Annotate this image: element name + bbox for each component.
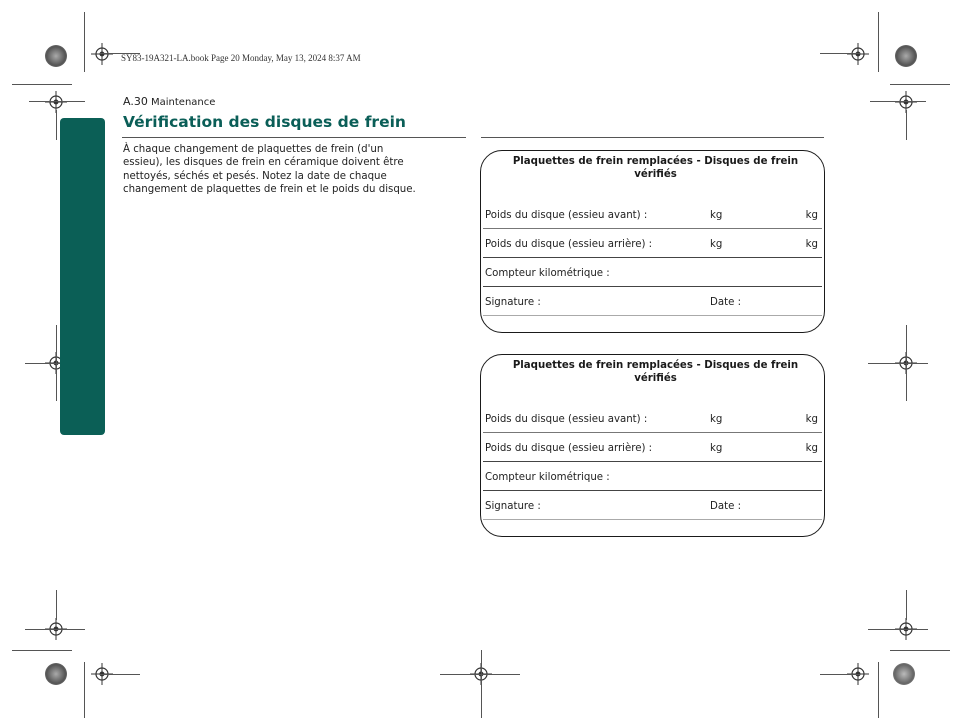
crop-line [56, 325, 57, 401]
crop-line [84, 12, 85, 72]
print-slug: SY83-19A321-LA.book Page 20 Monday, May 13, 2024 8:37 AM [121, 53, 361, 63]
crop-line [56, 590, 57, 620]
crop-line [29, 101, 85, 102]
signature-row[interactable] [483, 291, 822, 316]
front-disc-weight-label: Poids du disque (essieu avant) : [485, 414, 648, 425]
odometer-row[interactable] [483, 466, 822, 491]
unit-kg: kg [710, 210, 723, 221]
intro-line: À chaque changement de plaquettes de frein (d'un [123, 144, 384, 155]
crop-line [100, 674, 140, 675]
unit-kg: kg [710, 414, 723, 425]
signature-row[interactable] [483, 495, 822, 520]
crop-line [906, 325, 907, 401]
title-rule [122, 137, 466, 138]
crop-line [890, 84, 950, 85]
crop-line [878, 662, 879, 718]
form-title: Plaquettes de frein remplacées - Disques de frein vérifiés [512, 156, 799, 180]
unit-kg: kg [805, 239, 818, 250]
section-name: Maintenance [151, 97, 216, 108]
unit-kg: kg [710, 239, 723, 250]
page-title: Vérification des disques de frein [123, 113, 406, 131]
crop-line [820, 53, 860, 54]
color-bar-dot-icon [895, 45, 917, 67]
section-label [123, 95, 215, 108]
crop-line [870, 101, 926, 102]
crop-line [12, 650, 72, 651]
brake-check-form [480, 354, 825, 537]
form-column-rule [481, 137, 824, 138]
crosshair-registration-icon [91, 43, 113, 65]
crop-line [906, 110, 907, 140]
crop-line [25, 629, 85, 630]
unit-kg: kg [805, 210, 818, 221]
front-disc-weight-label: Poids du disque (essieu avant) : [485, 210, 648, 221]
crop-line [820, 674, 860, 675]
odometer-label: Compteur kilométrique : [485, 472, 610, 483]
signature-label: Signature : [485, 501, 541, 512]
chapter-side-tab [60, 118, 105, 435]
crop-line [440, 674, 520, 675]
front-disc-weight-row[interactable] [483, 408, 822, 433]
intro-line: nettoyés, séchés et pesés. Notez la date de chaque [123, 170, 387, 182]
intro-paragraph [123, 143, 468, 197]
section-number: A.30 [123, 95, 148, 108]
crop-line [84, 662, 85, 718]
rear-disc-weight-label: Poids du disque (essieu arrière) : [485, 239, 653, 250]
form-title: Plaquettes de frein remplacées - Disques de frein vérifiés [512, 360, 799, 384]
rear-disc-weight-row[interactable] [483, 437, 822, 462]
crop-line [56, 110, 57, 140]
color-bar-dot-icon [893, 663, 915, 685]
crop-line [906, 590, 907, 620]
crop-line [868, 629, 928, 630]
crop-line [890, 650, 950, 651]
crosshair-registration-icon [847, 43, 869, 65]
unit-kg: kg [710, 443, 723, 454]
front-disc-weight-row[interactable] [483, 204, 822, 229]
unit-kg: kg [805, 414, 818, 425]
date-label: Date : [710, 501, 742, 512]
unit-kg: kg [805, 443, 818, 454]
rear-disc-weight-row[interactable] [483, 233, 822, 258]
intro-line: essieu), les disques de frein en céramique doivent être [123, 157, 404, 169]
color-bar-dot-icon [45, 45, 67, 67]
rear-disc-weight-label: Poids du disque (essieu arrière) : [485, 443, 653, 454]
crop-line [878, 12, 879, 72]
date-label: Date : [710, 297, 742, 308]
crop-line [12, 84, 72, 85]
color-bar-dot-icon [45, 663, 67, 685]
brake-check-form [480, 150, 825, 333]
odometer-label: Compteur kilométrique : [485, 268, 610, 279]
crop-line [868, 363, 928, 364]
odometer-row[interactable] [483, 262, 822, 287]
signature-label: Signature : [485, 297, 541, 308]
crop-line [481, 650, 482, 718]
intro-line: changement de plaquettes de frein et le poids du disque. [123, 184, 416, 196]
